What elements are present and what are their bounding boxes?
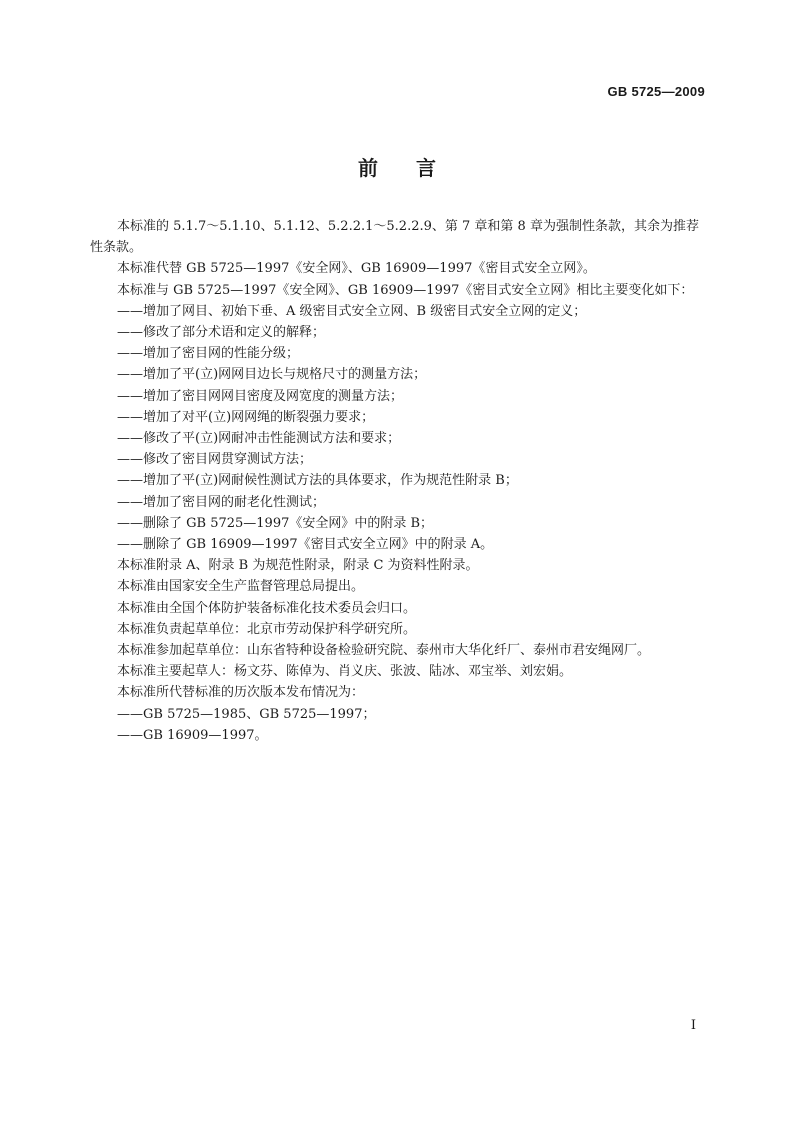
list-item: ——修改了密目网贯穿测试方法； [117, 452, 313, 468]
paragraph-mandatory-clauses [90, 216, 707, 258]
list-item: ——增加了密目网的性能分级； [117, 346, 300, 362]
list-item: ——增加了密目网网目密度及网宽度的测量方法； [117, 388, 404, 404]
standard-code: GB 5725—2009 [607, 84, 705, 99]
paragraph-replaces: 本标准代替 GB 5725—1997《安全网》、GB 16909—1997《密目式安全立网》。 [117, 261, 596, 277]
paragraph-proposed-by: 本标准由国家安全生产监督管理总局提出。 [117, 579, 365, 595]
list-item: ——增加了平(立)网耐候性测试方法的具体要求，作为规范性附录 B； [117, 473, 518, 489]
list-item: ——增加了对平(立)网网绳的断裂强力要求； [117, 409, 375, 425]
title-char-2: 言 [416, 156, 436, 180]
list-item: ——修改了平(立)网耐冲击性能测试方法和要求； [117, 431, 401, 447]
title-char-1: 前 [358, 156, 378, 180]
list-item: ——GB 16909—1997。 [117, 727, 268, 743]
foreword-body [90, 216, 707, 746]
list-item: ——增加了平(立)网网目边长与规格尺寸的测量方法； [117, 367, 427, 383]
paragraph-under-jurisdiction: 本标准由全国个体防护装备标准化技术委员会归口。 [117, 600, 417, 616]
paragraph-line: 本标准的 5.1.7～5.1.10、5.1.12、5.2.2.1～5.2.2.9、第 7 章和第 8 章为强制性条款，其余为推荐 [117, 219, 699, 234]
list-item: ——增加了网目、初始下垂、A 级密目式安全立网、B 级密目式安全立网的定义； [117, 303, 587, 319]
paragraph-changes-intro: 本标准与 GB 5725—1997《安全网》、GB 16909—1997《密目式安全立网》相比主要变化如下： [117, 282, 694, 298]
list-item: ——删除了 GB 16909—1997《密目式安全立网》中的附录 A。 [117, 537, 494, 553]
paragraph-previous-editions: 本标准所代替标准的历次版本发布情况为： [117, 685, 365, 701]
paragraph-annexes: 本标准附录 A、附录 B 为规范性附录，附录 C 为资料性附录。 [117, 558, 479, 574]
list-item: ——增加了密目网的耐老化性测试； [117, 494, 326, 510]
paragraph-drafters: 本标准主要起草人：杨文芬、陈倬为、肖义庆、张波、陆冰、邓宝举、刘宏娟。 [117, 664, 573, 680]
page-title [0, 152, 794, 181]
list-item: ——GB 5725—1985、GB 5725—1997； [117, 706, 376, 722]
page-number: I [690, 1018, 696, 1033]
paragraph-drafting-unit: 本标准负责起草单位：北京市劳动保护科学研究所。 [117, 621, 417, 637]
paragraph-participating-units: 本标准参加起草单位：山东省特种设备检验研究院、泰州市大华化纤厂、泰州市君安绳网厂。 [117, 643, 651, 659]
list-item: ——删除了 GB 5725—1997《安全网》中的附录 B； [117, 515, 434, 531]
list-item: ——修改了部分术语和定义的解释； [117, 325, 326, 341]
paragraph-line-continued: 性条款。 [90, 240, 143, 256]
